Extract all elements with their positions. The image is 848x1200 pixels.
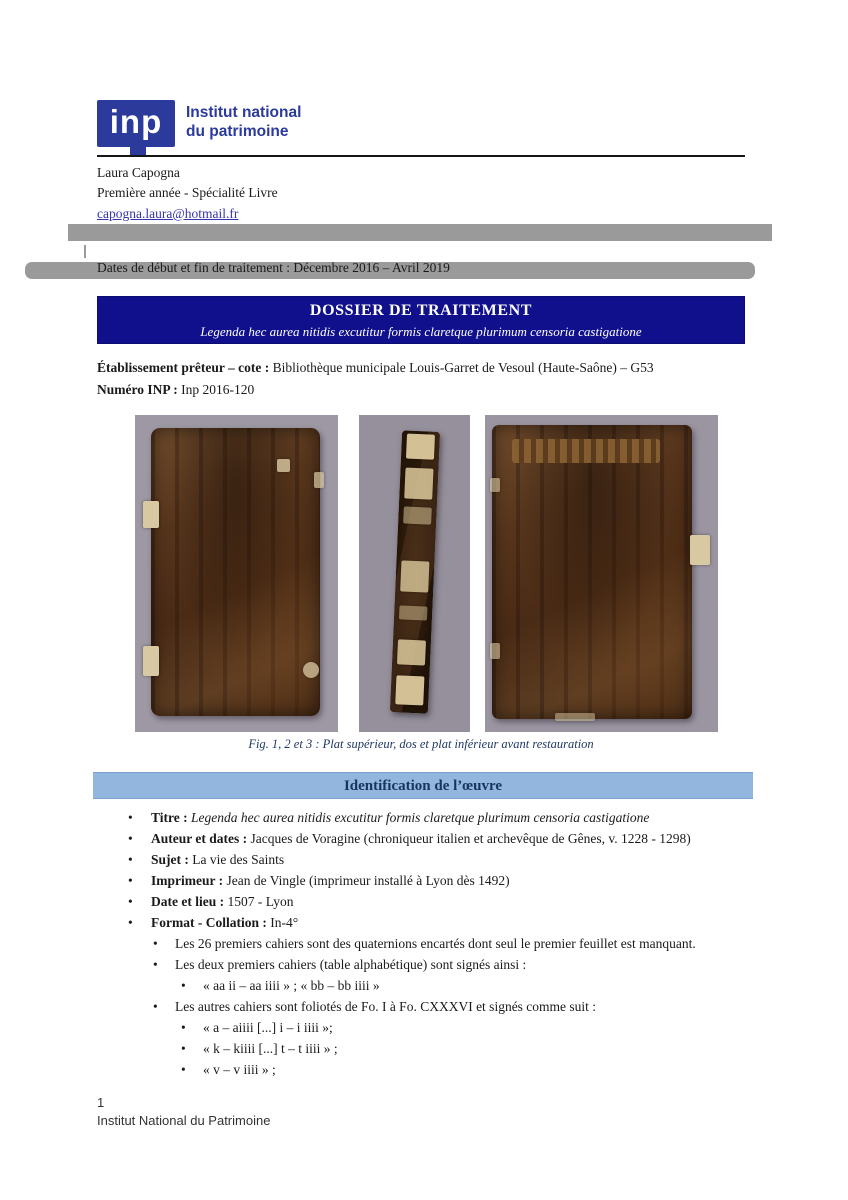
subitem-text: Les deux premiers cahiers (table alphabétique) sont signés ainsi :: [175, 957, 527, 972]
parchment-patch: [490, 643, 500, 659]
title-banner: [97, 296, 745, 344]
parchment-patch: [555, 713, 595, 721]
bullet: •: [181, 1020, 186, 1035]
revision-bar: [84, 245, 86, 258]
author-program: Première année - Spécialité Livre: [97, 185, 278, 201]
parchment-patch: [490, 478, 500, 492]
bullet: •: [128, 873, 133, 888]
inp-number-value: Inp 2016-120: [177, 382, 255, 397]
item-value: 1507 - Lyon: [224, 894, 294, 909]
spine-headcap: [405, 433, 435, 460]
spine-patch: [396, 639, 426, 666]
bullet: •: [128, 810, 133, 825]
inp-logo-acronym: inp: [109, 103, 163, 140]
spine-patch: [399, 560, 429, 592]
list-subitem: [97, 954, 745, 975]
author-name: Laura Capogna: [97, 165, 180, 180]
photo-plat-inferieur: [485, 415, 718, 732]
list-item: [97, 828, 745, 849]
parchment-patch: [690, 535, 710, 565]
list-item: [97, 891, 745, 912]
item-label: Sujet :: [151, 852, 189, 867]
section-banner: [93, 772, 753, 799]
treatment-dates: Dates de début et fin de traitement : Décembre 2016 – Avril 2019: [97, 260, 450, 275]
item-label: Auteur et dates :: [151, 831, 248, 846]
identification-list: [97, 807, 745, 1080]
list-item: [97, 807, 745, 828]
header-divider: [97, 155, 745, 157]
item-label: Format - Collation :: [151, 915, 267, 930]
spine-patch: [403, 467, 433, 499]
inp-number-label: Numéro INP :: [97, 382, 178, 397]
spine-patch: [402, 506, 431, 524]
lender-value: Bibliothèque municipale Louis-Garret de Vesoul (Haute-Saône) – G53: [269, 360, 654, 375]
bullet: •: [128, 831, 133, 846]
bullet: •: [128, 852, 133, 867]
institution-name-line1: Institut national: [186, 104, 302, 121]
list-item: [97, 912, 745, 933]
parchment-patch: [143, 646, 159, 676]
figures-caption: Fig. 1, 2 et 3 : Plat supérieur, dos et plat inférieur avant restauration: [248, 737, 594, 751]
item-value: Jacques de Voragine (chroniqueur italien et archevêque de Gênes, v. 1228 - 1298): [247, 831, 691, 846]
inp-logo-icon: [97, 100, 175, 147]
book-back-cover: [492, 425, 692, 720]
bullet: •: [181, 1041, 186, 1056]
item-value: Legenda hec aurea nitidis excutitur formis claretque plurimum censoria castigatione: [187, 810, 650, 825]
parchment-patch: [143, 501, 159, 528]
bullet: •: [181, 978, 186, 993]
photo-dos: [359, 415, 470, 732]
bullet: •: [153, 999, 158, 1014]
bullet: •: [153, 957, 158, 972]
subsubitem-text: « v – v iiii » ;: [203, 1062, 276, 1077]
subsubitem-text: « k – kiiii [...] t – t iiii » ;: [203, 1041, 338, 1056]
item-value: Jean de Vingle (imprimeur installé à Lyon dès 1492): [223, 873, 510, 888]
book-front-cover: [151, 428, 319, 716]
subsubitem-text: « aa ii – aa iiii » ; « bb – bb iiii »: [203, 978, 380, 993]
subitem-text: Les 26 premiers cahiers sont des quaternions encartés dont seul le premier feuillet est manquant.: [175, 936, 696, 951]
parchment-patch: [314, 472, 324, 488]
footer-institution: Institut National du Patrimoine: [97, 1113, 271, 1128]
bullet: •: [153, 936, 158, 951]
list-item: [97, 849, 745, 870]
book-spine: [389, 430, 439, 714]
document-title: DOSSIER DE TRAITEMENT: [309, 302, 533, 319]
page-number: 1: [97, 1095, 105, 1110]
document-subtitle: Legenda hec aurea nitidis excutitur formis claretque plurimum censoria castigatione: [200, 324, 642, 339]
list-subsubitem: [97, 1038, 745, 1059]
bullet: •: [181, 1062, 186, 1077]
subitem-text: Les autres cahiers sont foliotés de Fo. I à Fo. CXXXVI et signés comme suit :: [175, 999, 597, 1014]
section-title: Identification de l’œuvre: [343, 778, 503, 794]
reference-block: [97, 357, 654, 401]
photo-plat-superieur: [135, 415, 338, 732]
institution-name: [186, 103, 301, 141]
lender-label: Établissement prêteur – cote :: [97, 360, 270, 375]
list-subsubitem: [97, 1059, 745, 1080]
author-email-link[interactable]: capogna.laura@hotmail.fr: [97, 205, 239, 221]
list-item: [97, 870, 745, 891]
list-subitem: [97, 996, 745, 1017]
spine-tailcap: [394, 676, 424, 705]
revision-bar: [68, 224, 772, 241]
embossed-title-band: [512, 439, 660, 463]
item-label: Titre :: [151, 810, 188, 825]
institution-name-line2: du patrimoine: [186, 123, 289, 140]
bullet: •: [128, 915, 133, 930]
lender-line: [97, 357, 654, 379]
parchment-patch: [277, 459, 290, 472]
spine-patch: [398, 605, 427, 620]
item-label: Date et lieu :: [151, 894, 225, 909]
item-value: La vie des Saints: [188, 852, 285, 867]
item-label: Imprimeur :: [151, 873, 224, 888]
list-subitem: [97, 933, 745, 954]
subsubitem-text: « a – aiiii [...] i – i iiii »;: [203, 1020, 333, 1035]
inp-number-line: [97, 379, 654, 401]
list-subsubitem: [97, 975, 745, 996]
item-value: In-4°: [266, 915, 299, 930]
bullet: •: [128, 894, 133, 909]
list-subsubitem: [97, 1017, 745, 1038]
page-footer: [97, 1094, 270, 1130]
